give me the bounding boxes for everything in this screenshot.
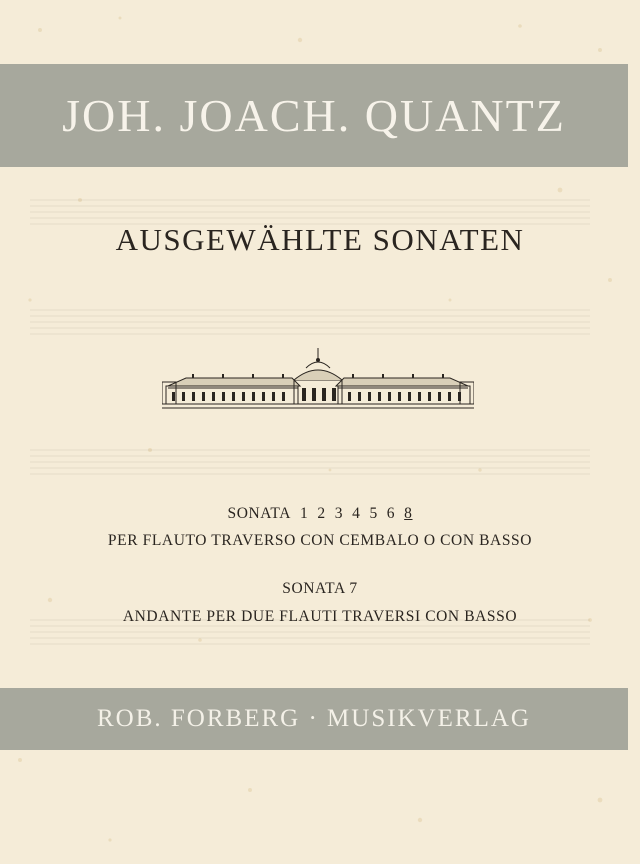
sonata-label: SONATA xyxy=(227,505,291,522)
sonata-number: 5 xyxy=(369,505,378,522)
sonata7-instrumentation: ANDANTE PER DUE FLAUTI TRAVERSI CON BASSO xyxy=(122,608,518,625)
publisher-name: ROB. FORBERG · MUSIKVERLAG xyxy=(97,705,531,732)
sonata-number: 6 xyxy=(386,505,396,522)
sonata-number: 8 xyxy=(404,505,413,522)
page-title: AUSGEWÄHLTE SONATEN xyxy=(115,222,525,257)
sonata-numbers xyxy=(291,505,413,522)
sonata-number: 4 xyxy=(352,505,361,522)
sonata-number: 1 xyxy=(300,505,309,522)
sonata7-label: SONATA 7 xyxy=(282,580,358,597)
sonata-list xyxy=(0,505,640,523)
sonata-number: 2 xyxy=(317,505,326,522)
composer-name: JOH. JOACH. QUANTZ xyxy=(62,90,566,141)
sonata-number: 3 xyxy=(334,505,344,522)
palace-illustration-icon xyxy=(162,346,474,412)
sonata-instrumentation: PER FLAUTO TRAVERSO CON CEMBALO O CON BASSO xyxy=(107,532,533,549)
header-band xyxy=(0,64,628,167)
publisher-band xyxy=(0,688,628,750)
